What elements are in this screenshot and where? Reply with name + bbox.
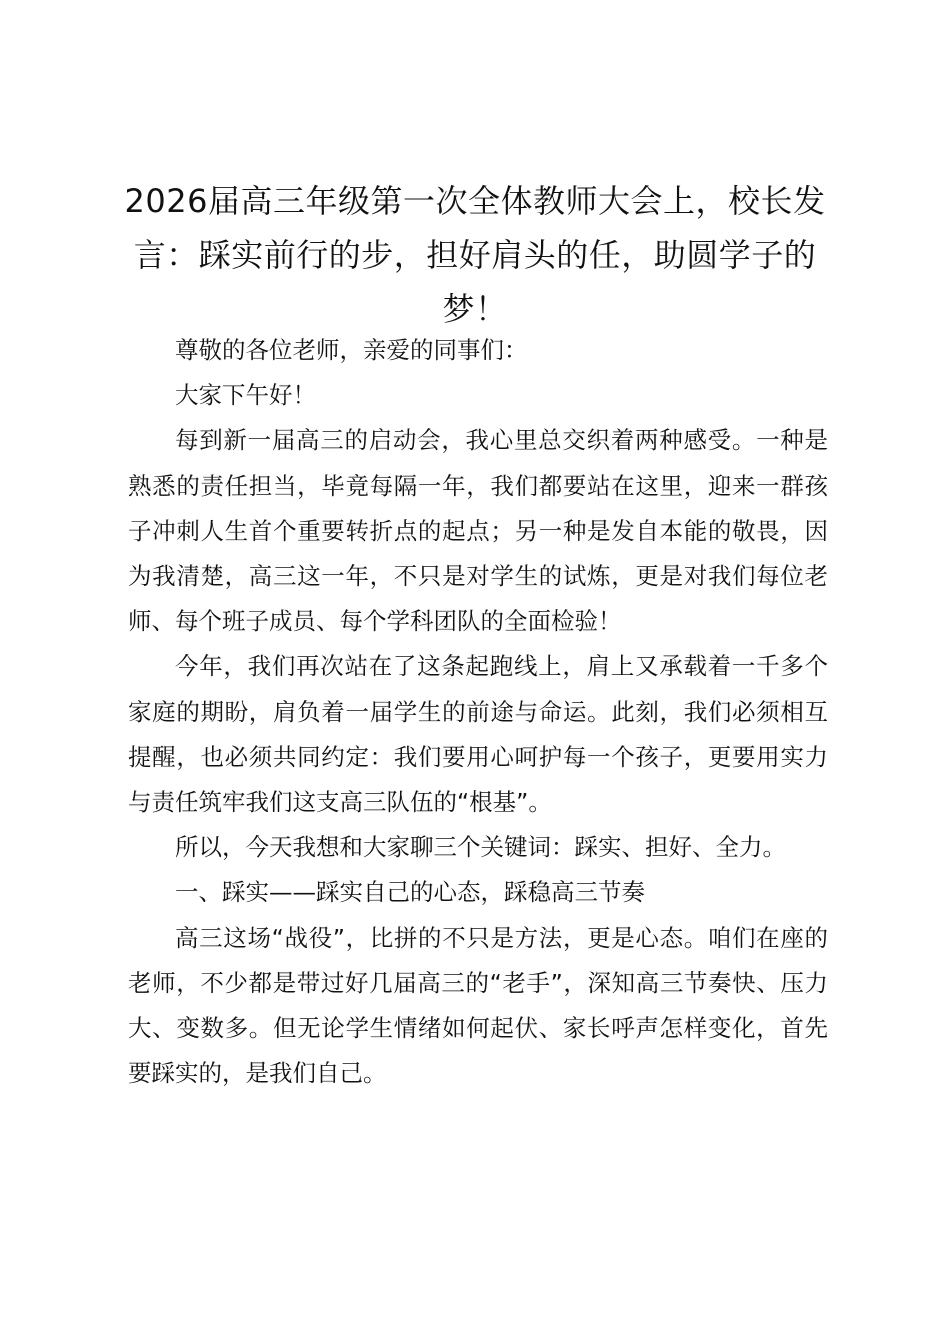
section-heading: 一、踩实——踩实自己的心态，踩稳高三节奏: [175, 878, 645, 907]
document-title: 2026届高三年级第一次全体教师大会上，校长发言：踩实前行的步，担好肩头的任，助圆学子的梦！: [124, 182, 826, 328]
body-paragraph: 所以，今天我想和大家聊三个关键词：踩实、担好、全力。: [175, 833, 786, 862]
body-paragraph: 今年，我们再次站在了这条起跑线上，肩上又承载着一千多个家庭的期盼，肩负着一届学生的前途与命运。此刻，我们必须相互提醒，也必须共同约定：我们要用心呵护每一个孩子，更要用实力与责任筑牢我们这支高三队伍的“根基”。: [128, 652, 828, 817]
body-paragraph: 高三这场“战役”，比拼的不只是方法，更是心态。咱们在座的老师，不少都是带过好几届高三的“老手”，深知高三节奏快、压力大、变数多。但无论学生情绪如何起伏、家长呼声怎样变化，首先要踩实的，是我们自己。: [128, 923, 828, 1088]
salutation: 尊敬的各位老师，亲爱的同事们：: [175, 336, 528, 364]
document-body: [128, 328, 828, 1096]
body-paragraph: 每到新一届高三的启动会，我心里总交织着两种感受。一种是熟悉的责任担当，毕竟每隔一年，我们都要站在这里，迎来一群孩子冲刺人生首个重要转折点的起点；另一种是发自本能的敬畏，因为我清楚，高三这一年，不只是对学生的试炼，更是对我们每位老师、每个班子成员、每个学科团队的全面检验！: [128, 426, 828, 636]
greeting: 大家下午好！: [175, 381, 316, 410]
